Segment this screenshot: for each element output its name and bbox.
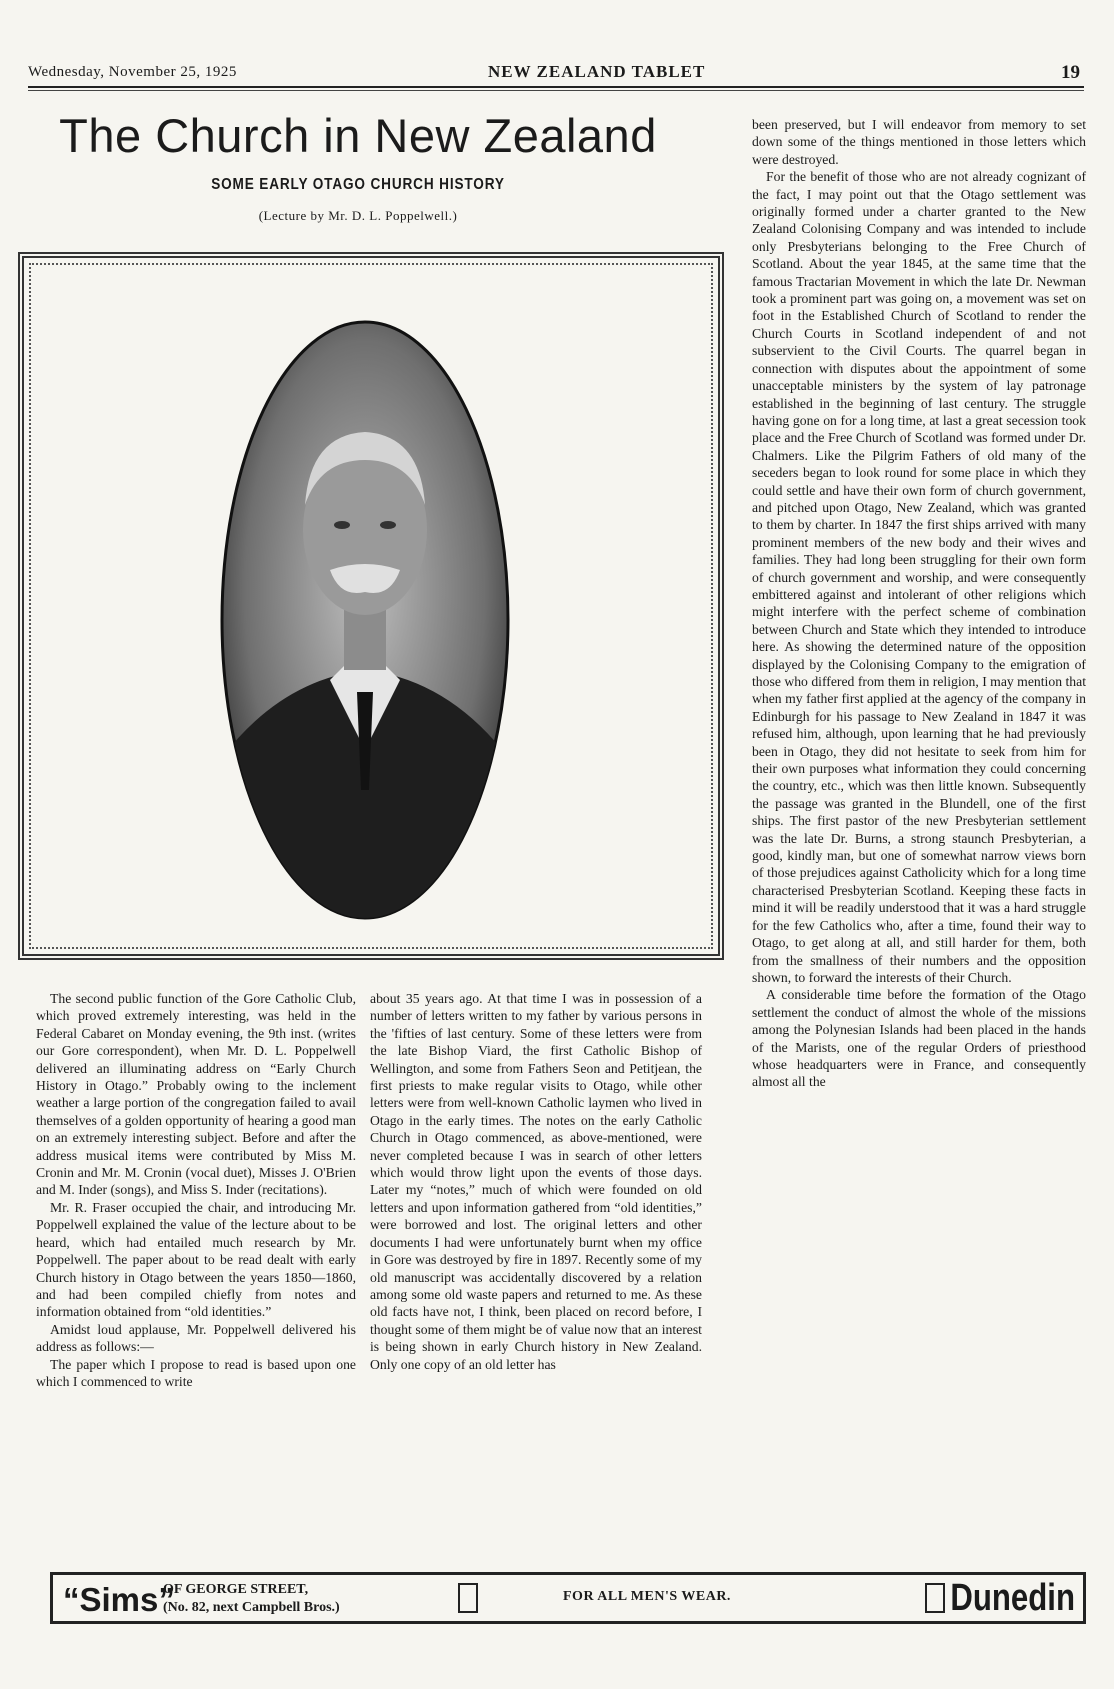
header-divider-thin bbox=[28, 90, 1084, 91]
ad-address-line-1: OF GEORGE STREET, bbox=[163, 1582, 309, 1597]
masthead: NEW ZEALAND TABLET bbox=[488, 62, 706, 81]
header-divider bbox=[28, 86, 1084, 88]
article-column-3 bbox=[752, 116, 1086, 1091]
paragraph: been preserved, but I will endeavor from memory to set down some of the things mentioned in those letters which were destroyed. bbox=[752, 117, 1086, 167]
ad-address-line-2: (No. 82, next Campbell Bros.) bbox=[163, 1600, 340, 1615]
paragraph: The second public function of the Gore Catholic Club, which proved extremely interesting, was held in the Federal Cabaret on Monday evening, the 9th inst. (writes our Gore correspondent), when Mr. D. L. Poppelwell delivered an illuminating address on “Early Church History in Otago.” Probably owing to the inclement weather a large portion of the congregation failed to avail themselves of a golden opportunity of hearing a good man on an extremely interesting subject. Before and after the address musical items were contributed by Miss M. Cronin and Mr. M. Cronin (vocal duet), Misses J. O'Brien and M. Inder (songs), and Miss S. Inder (recitations). bbox=[36, 991, 356, 1198]
paragraph: A considerable time before the formation of the Otago settlement the conduct of almost the whole of the missions among the Polynesian Islands had been placed in the hands of the Marists, one of the regular Orders of priesthood whose headquarters were in France, and consequently almost all the bbox=[752, 987, 1086, 1090]
article-byline: (Lecture by Mr. D. L. Poppelwell.) bbox=[258, 208, 458, 223]
page-header bbox=[28, 58, 1084, 88]
article-column-1 bbox=[36, 990, 356, 1390]
page-number: 19 bbox=[1061, 62, 1080, 83]
ad-slogan: FOR ALL MEN'S WEAR. bbox=[563, 1589, 731, 1604]
ad-box-ornament bbox=[925, 1583, 945, 1613]
ad-brand: “Sims” bbox=[63, 1581, 175, 1618]
ad-address bbox=[163, 1581, 340, 1617]
paragraph: For the benefit of those who are not already cognizant of the fact, I may point out that the Otago settlement was originally formed under a charter granted to the New Zealand Colonising Company and was intended to include only Presbyterians belonging to the Free Church of Scotland. About the year 1845, at the same time that the famous Tractarian Movement in which the late Dr. Newman took a prominent part was going on, a movement was set on foot in the Established Church of Scotland to render the Church Courts in Scotland independent of and not subservient to the Civil Courts. The quarrel began in connection with disputes about the appointment of some unacceptable ministers by the system of lay patronage established in the beginning of last century. The struggle having gone on for a long time, at last a great secession took place and the Free Church of Scotland was formed under Dr. Chalmers. Like the Pilgrim Fathers of old many of the seceders began to look round for some place in which they could settle and have their own form of church government, and pitched upon Otago, New Zealand, which was granted to them by charter. In 1847 the first ships arrived with many prominent members of the new body and their wives and families. They had long been struggling for their own form of church government and worship, and were consequently embittered against and intolerant of other religions which might interfere with the perfect scheme of combination between Church and State which they intended to introduce here. As showing the determined nature of the opposition displayed by the Colonising Company to the emigration of those who differed from them in religion, I may mention that when my father first applied at the agency of the company in Edinburgh for his passage to New Zealand in 1847 it was refused him, although, upon learning that he had previously been in Otago, they did not hesitate to seek from him for their own purposes what information they could concerning the country, etc., which was then little known. Subsequently the passage was granted in the Blundell, one of the first ships. The first pastor of the new Presbyterian settlement was the late Dr. Burns, a strong staunch Presbyterian, a good, kindly man, but one of somewhat narrow views born of those prejudices against Catholicity which for a long time characterised Presbyterian Scotland. Keeping these facts in mind it will be readily understood that it was a hard struggle for the few Catholics who, after a time, found their way to Otago, to get along at all, and still harder for them, both from the smallness of their numbers and the opposition shown, to forward the interests of their Church. bbox=[752, 169, 1086, 985]
article-title: The Church in New Zealand bbox=[59, 109, 657, 162]
article-subtitle: SOME EARLY OTAGO CHURCH HISTORY bbox=[211, 176, 505, 193]
paragraph: Amidst loud applause, Mr. Poppelwell delivered his address as follows:— bbox=[36, 1321, 356, 1355]
article-column-2 bbox=[370, 990, 702, 1373]
paragraph: Mr. R. Fraser occupied the chair, and introducing Mr. Poppelwell explained the value of the lecture about to be heard, which had entailed much research by Mr. Poppelwell. The paper about to be read dealt with early Church history in Otago between the years 1850—1860, and had been compiled chiefly from notes and information obtained from “old identities.” bbox=[36, 1199, 356, 1320]
paragraph: about 35 years ago. At that time I was in possession of a number of letters written to my father by various persons in the 'fifties of last century. Some of these letters were from the late Bishop Viard, the first Catholic Bishop of Wellington, and some from Fathers Seon and Petitjean, the first priests to make regular visits to Otago, while other letters were from well-known Catholic laymen who lived in Otago in the early times. The notes on the early Catholic Church in Otago commenced, as above-mentioned, were never completed because I was in search of other letters which would throw light upon the events of those days. Later my “notes,” much of which were founded on old letters and upon information gathered from “old identities,” were borrowed and lost. The original letters and other documents I had were unfortunately burnt when my office in Gore was destroyed by fire in 1897. Recently some of my old manuscript was accidentally discovered by a relation among some old waste papers and returned to me. As these old facts have not, I think, been placed on record before, I thought some of them might be of value now that an interest is being shown in early Church history in New Zealand. Only one copy of an old letter has bbox=[370, 991, 702, 1372]
paragraph: The paper which I propose to read is based upon one which I commenced to write bbox=[36, 1356, 356, 1389]
issue-date: Wednesday, November 25, 1925 bbox=[28, 64, 237, 80]
portrait-photo bbox=[220, 320, 510, 920]
ad-box-ornament bbox=[458, 1583, 478, 1613]
advertisement-banner bbox=[50, 1572, 1086, 1624]
ad-city: Dunedin bbox=[950, 1577, 1075, 1619]
